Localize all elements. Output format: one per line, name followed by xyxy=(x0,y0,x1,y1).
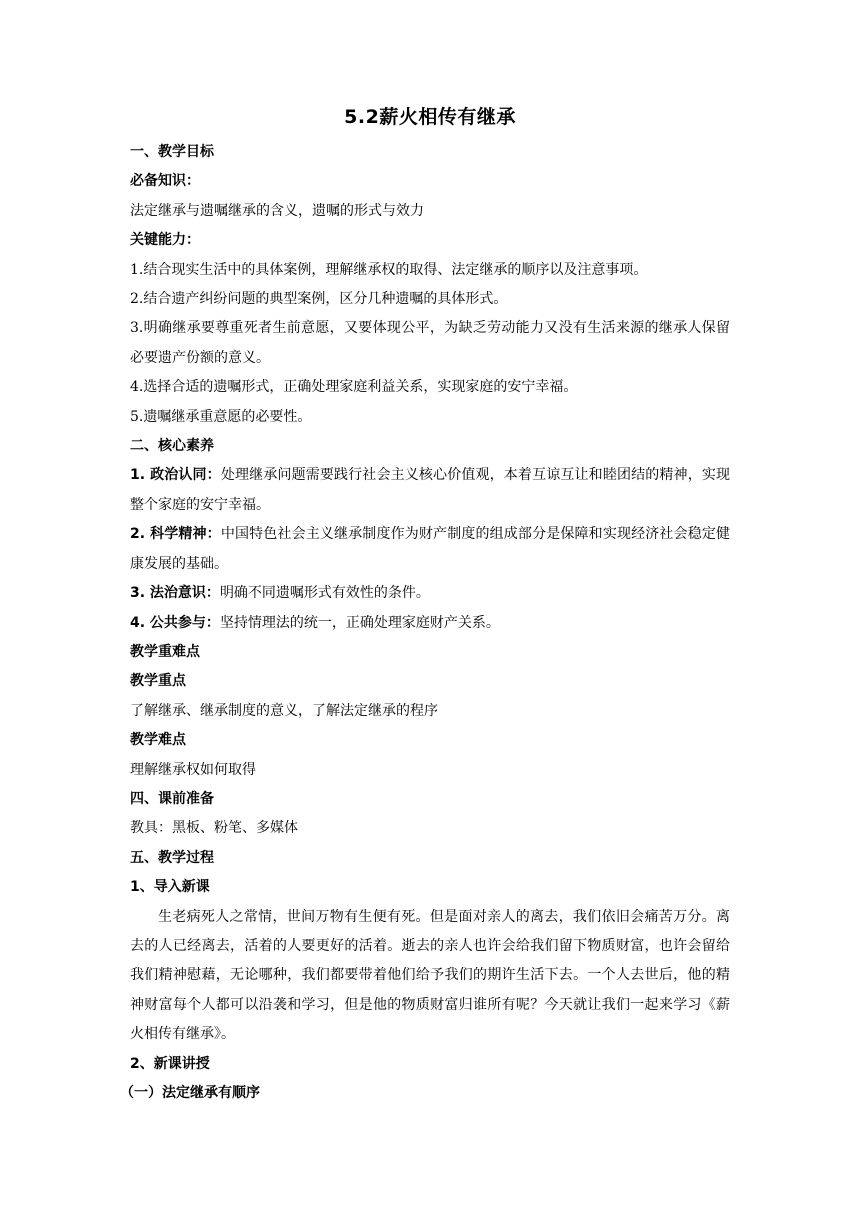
section-heading-teaching-process: 五、教学过程 xyxy=(130,849,214,866)
core-literacy-text: 中国特色社会主义继承制度作为财产制度的组成部分是保障和实现经济社会稳定健康发展的基础。 xyxy=(130,526,731,572)
section-heading-preparation: 四、课前准备 xyxy=(130,790,214,807)
introduction-paragraph: 生老病死人之常情，世间万物有生便有死。但是面对亲人的离去，我们依旧会痛苦万分。离去的人已经离去，活着的人要更好的活着。逝去的亲人也许会给我们留下物质财富，也许会留给我们精神慰藉，无论哪种，我们都要带着他们给予我们的期许生活下去。一个人去世后，他的精神财富每个人都可以沿袭和学习，但是他的物质财富归谁所有呢？今天就让我们一起来学习《薪火相传有继承》。 xyxy=(130,908,730,1043)
difficult-point-heading: 教学难点 xyxy=(130,732,186,749)
key-ability-item: 4.选择合适的遗嘱形式，正确处理家庭利益关系，实现家庭的安宁幸福。 xyxy=(130,379,578,396)
section-heading-core-literacy: 二、核心素养 xyxy=(130,438,214,455)
step-heading-new-lesson: 2、新课讲授 xyxy=(130,1055,210,1072)
document-title: 5.2薪火相传有继承 xyxy=(344,106,516,128)
section-heading-key-difficult-points: 教学重难点 xyxy=(130,643,200,660)
core-literacy-label: 2. 科学精神： xyxy=(130,526,221,543)
core-literacy-item xyxy=(130,609,730,638)
difficult-point-text: 理解继承权如何取得 xyxy=(130,761,256,778)
core-literacy-item xyxy=(130,579,730,608)
preparation-text: 教具：黑板、粉笔、多媒体 xyxy=(130,820,298,837)
core-literacy-label: 1. 政治认同： xyxy=(130,467,221,484)
key-ability-item: 5.遗嘱继承重意愿的必要性。 xyxy=(130,408,312,425)
required-knowledge-label: 必备知识： xyxy=(130,173,200,190)
step-heading-introduction: 1、导入新课 xyxy=(130,879,210,896)
key-ability-item: 2.结合遗产纠纷问题的典型案例，区分几种遗嘱的具体形式。 xyxy=(130,291,508,308)
core-literacy-label: 4. 公共参与： xyxy=(130,614,220,631)
required-knowledge-text: 法定继承与遗嘱继承的含义，遗嘱的形式与效力 xyxy=(130,202,424,219)
section-heading-teaching-objectives: 一、教学目标 xyxy=(130,144,214,160)
core-literacy-text: 明确不同遗嘱形式有效性的条件。 xyxy=(219,585,430,602)
core-literacy-text: 处理继承问题需要践行社会主义核心价值观，本着互谅互让和睦团结的精神，实现整个家庭的安宁幸福。 xyxy=(130,467,731,513)
core-literacy-item xyxy=(130,461,730,520)
key-ability-item: 3.明确继承要尊重死者生前意愿，又要体现公平，为缺乏劳动能力又没有生活来源的继承人保留必要遗产份额的意义。 xyxy=(130,320,730,366)
document-body xyxy=(120,101,731,1108)
core-literacy-text: 坚持情理法的统一，正确处理家庭财产关系。 xyxy=(219,614,500,631)
key-ability-label: 关键能力： xyxy=(130,232,200,249)
subsection-heading-legal-succession: （一）法定继承有顺序 xyxy=(120,1085,260,1101)
key-point-heading: 教学重点 xyxy=(130,673,186,690)
key-ability-item: 1.结合现实生活中的具体案例，理解继承权的取得、法定继承的顺序以及注意事项。 xyxy=(130,261,648,278)
key-point-text: 了解继承、继承制度的意义，了解法定继承的程序 xyxy=(130,702,438,719)
core-literacy-item xyxy=(130,520,730,579)
core-literacy-label: 3. 法治意识： xyxy=(130,585,220,602)
